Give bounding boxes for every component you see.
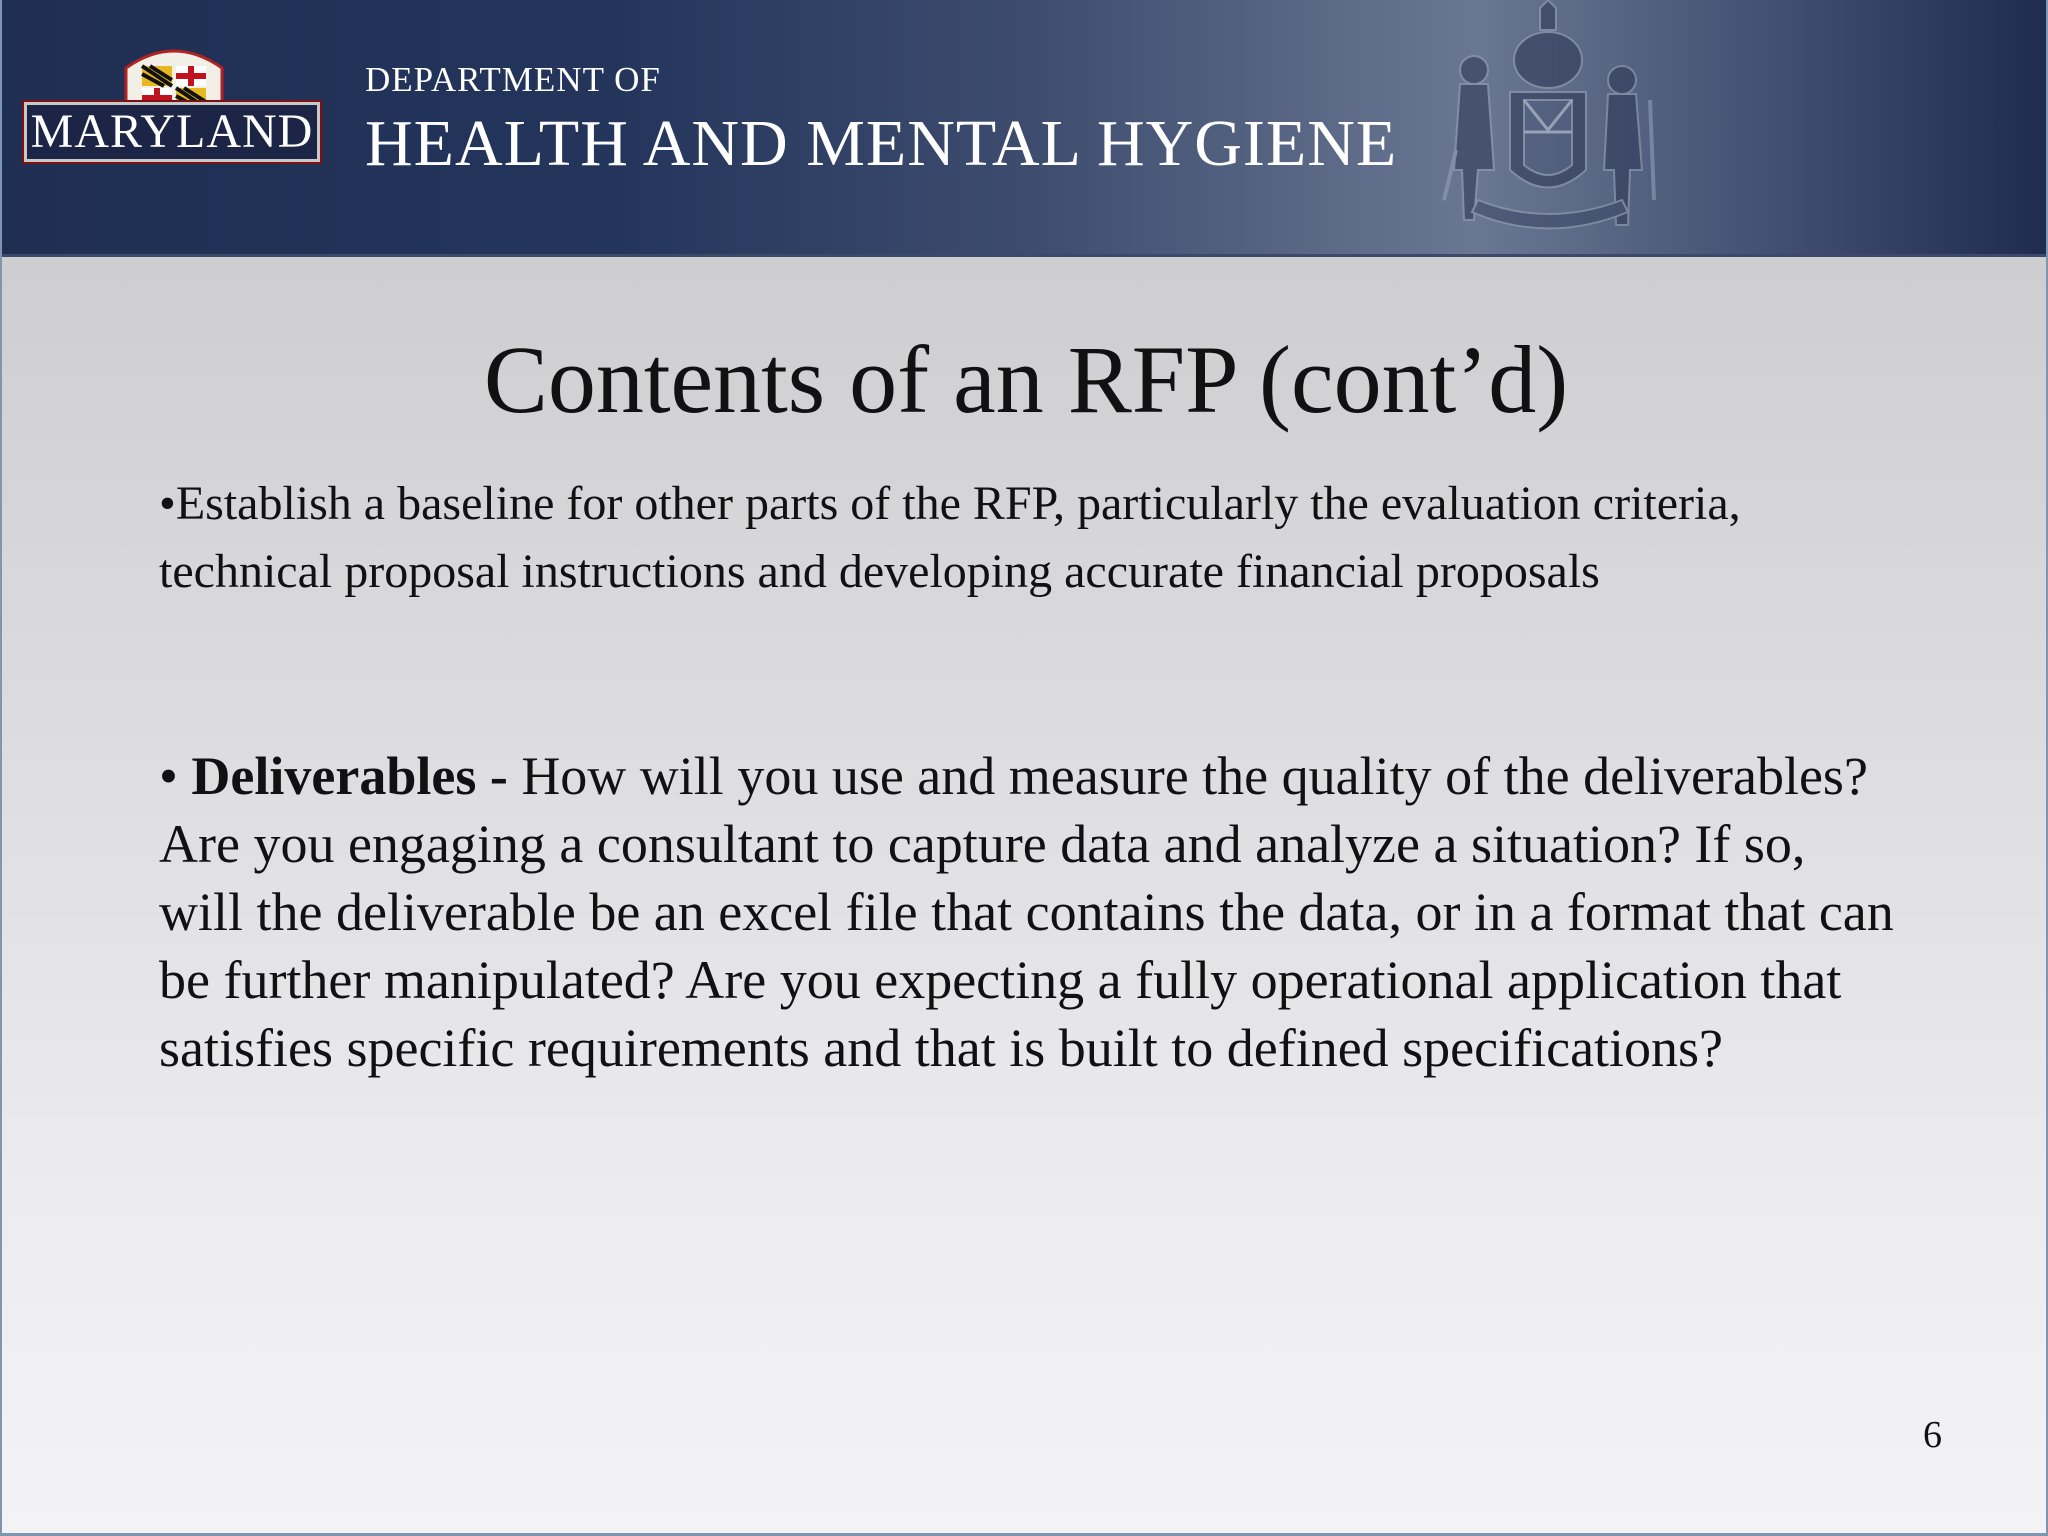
bullet-marker: •: [159, 746, 178, 806]
maryland-logo: [24, 102, 320, 162]
department-line: DEPARTMENT OF: [365, 60, 661, 99]
slide-title: Contents of an RFP (cont’d): [483, 326, 1569, 433]
bullet-lead: Deliverables -: [191, 746, 508, 806]
bullet-baseline: [159, 470, 1899, 606]
page-number: 6: [1923, 1414, 1942, 1456]
bullet-marker: •: [159, 477, 176, 530]
header-banner: [2, 0, 2048, 257]
department-title: HEALTH AND MENTAL HYGIENE: [365, 107, 1398, 180]
bullet-text: Establish a baseline for other parts of the RFP, particularly the evaluation criteria, technical proposal instructions and developing accurate financial proposals: [159, 477, 1741, 598]
bullet-deliverables: [159, 742, 1899, 1082]
logo-text: MARYLAND: [30, 105, 314, 158]
maryland-seal-icon: [1432, 0, 1662, 240]
bullet-text: How will you use and measure the quality of the deliverables? Are you engaging a consultant to capture data and analyze a situation? If so, will the deliverable be an excel file that contains the data, or in a format that can be further manipulated? Are you expecting a fully operational application that satisfies specific requirements and that is built to defined specifications?: [159, 746, 1894, 1078]
